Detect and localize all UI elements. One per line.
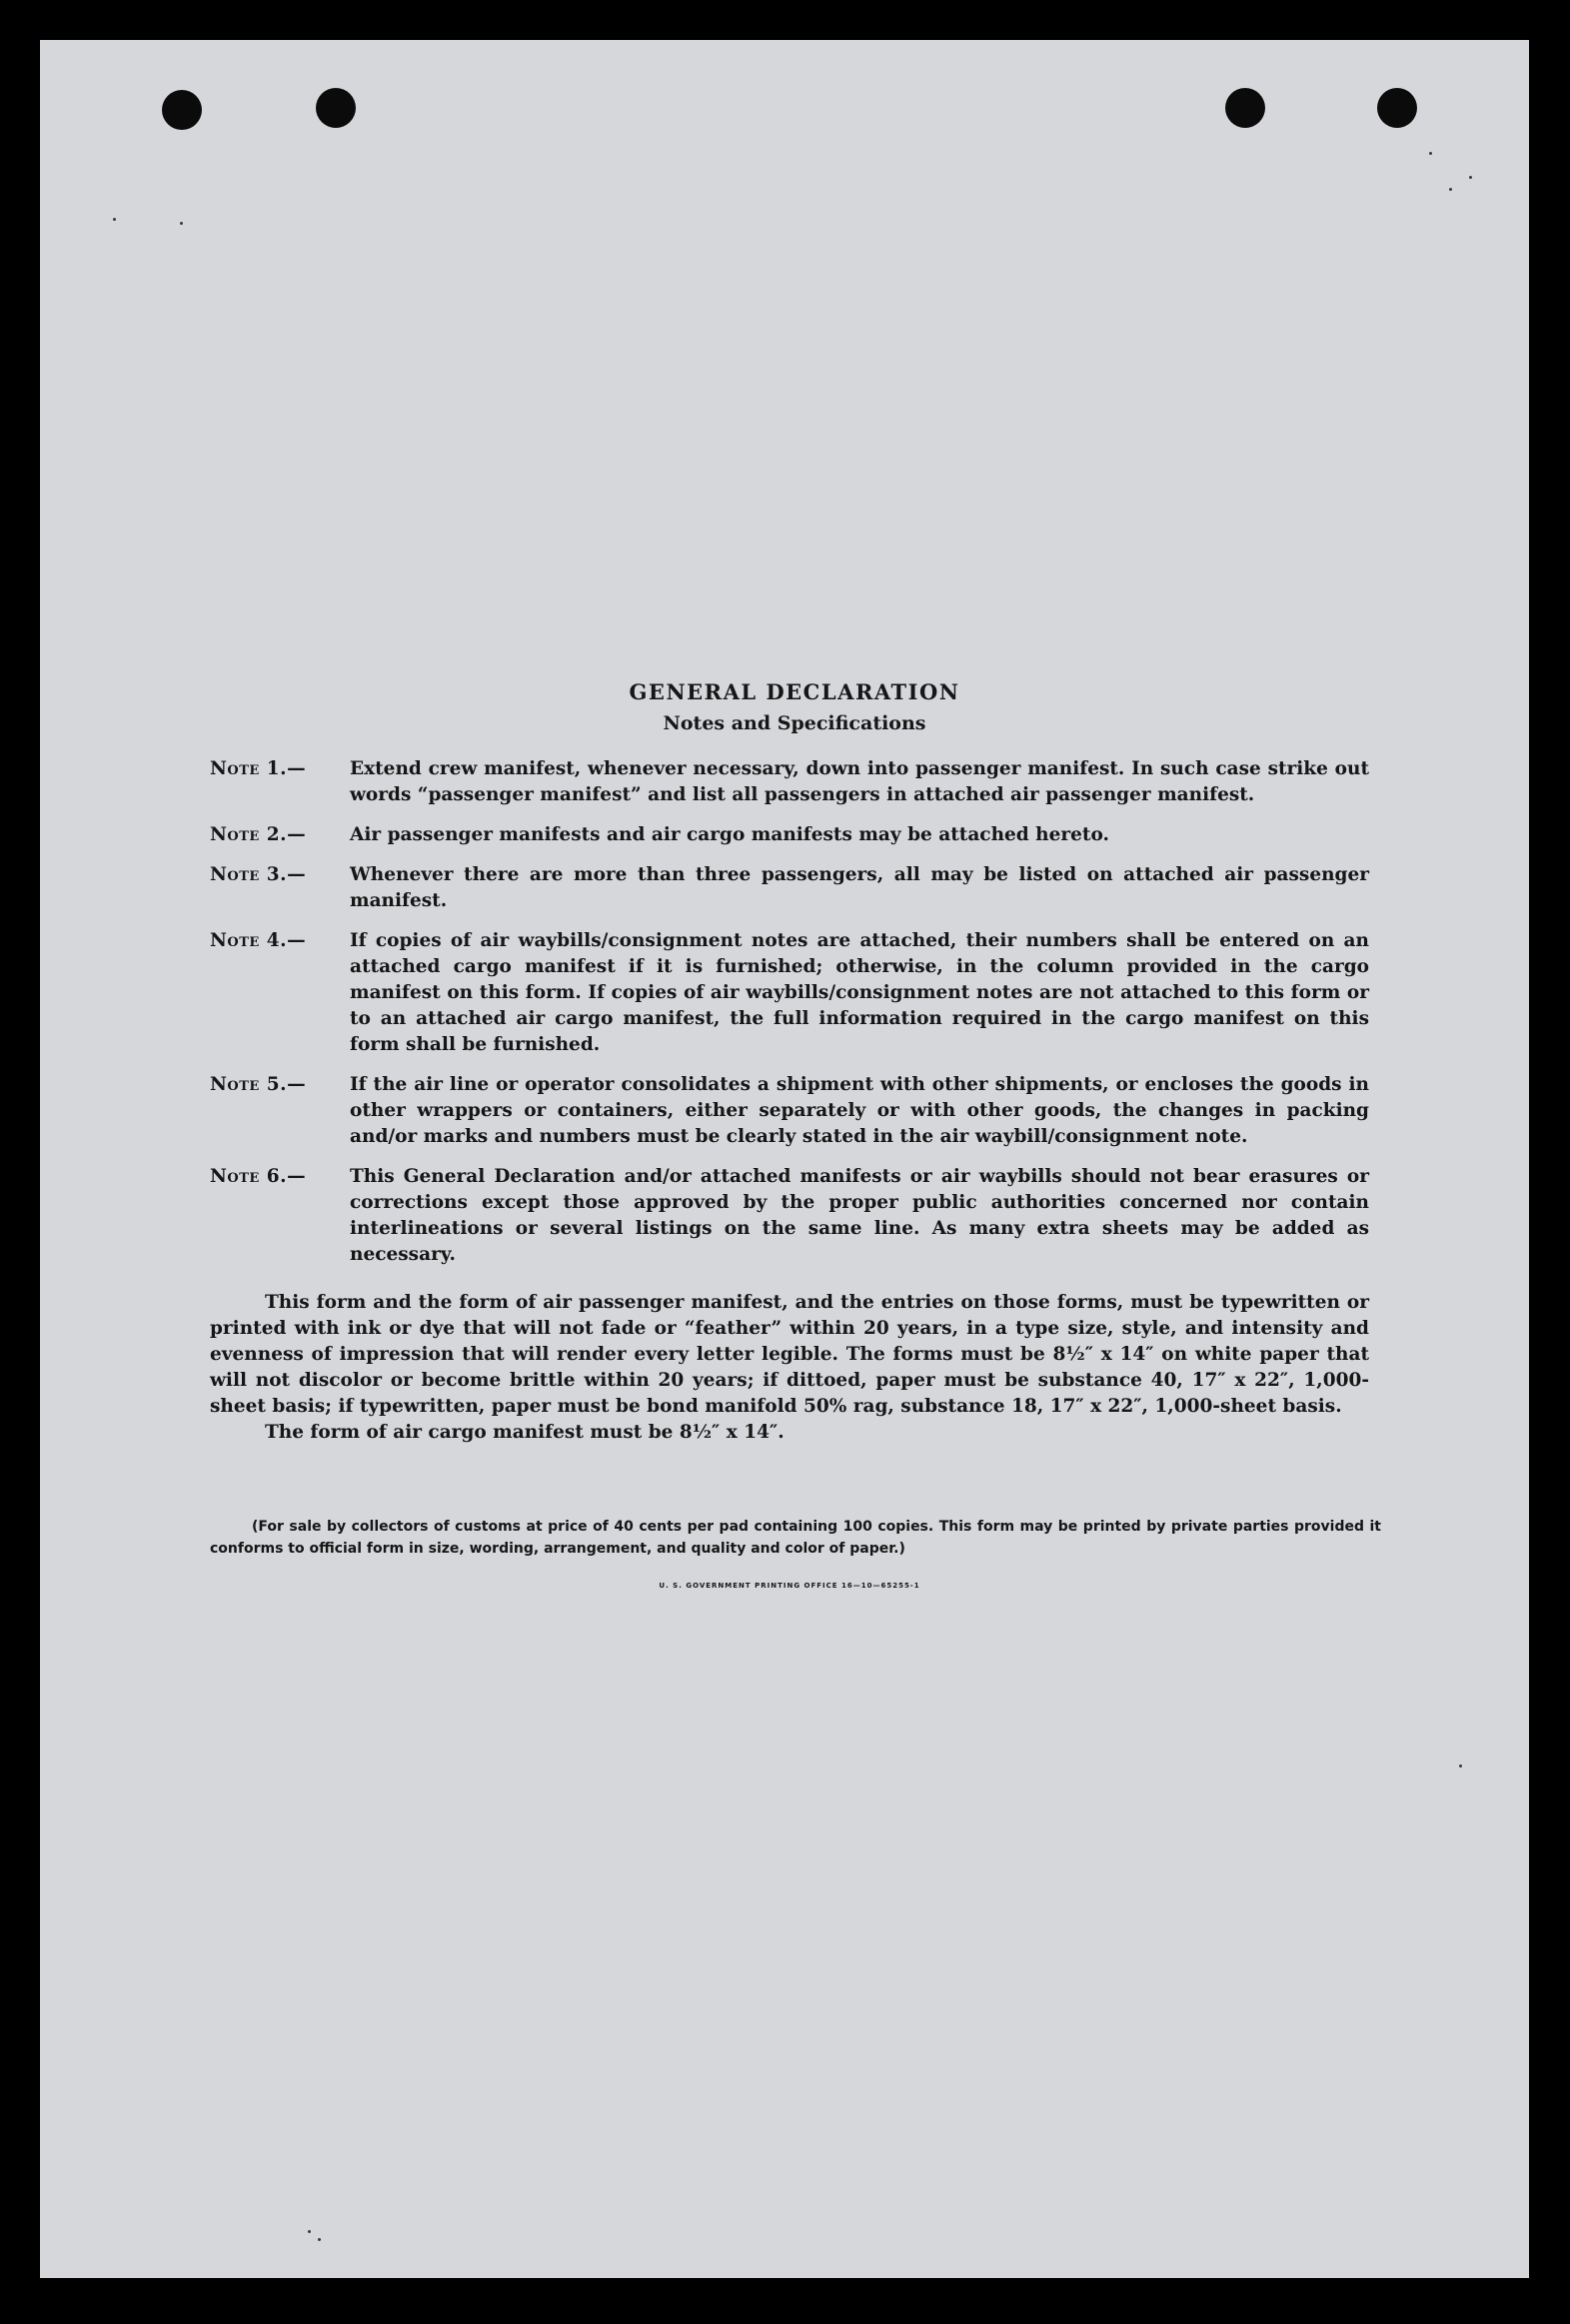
note-text: This General Declaration and/or attached manifests or air waybills should not bear erasures or corrections except those approved by the proper public authorities concerned nor contain interlineations or several listings on the same line. As many extra sheets may be added as necessary. xyxy=(350,1166,1369,1265)
note-1 xyxy=(210,756,1369,808)
scan-speck xyxy=(1469,176,1472,179)
document-subtitle: Notes and Specifications xyxy=(663,712,926,734)
note-label: Note 1.— xyxy=(210,758,307,779)
punch-hole-4 xyxy=(1377,88,1417,128)
note-text: Extend crew manifest, whenever necessary, down into passenger manifest. In such case strike out words “passenger manifest” and list all passengers in attached air passenger manifest. xyxy=(350,758,1369,805)
note-text: If copies of air waybills/consignment notes are attached, their numbers shall be entered on an attached cargo manifest if it is furnished; otherwise, in the column provided in the cargo manifest on this form. If copies of air waybills/consignment notes are not attached to this form or to an attached air cargo manifest, the full information required in the cargo manifest on this form shall be furnished. xyxy=(350,930,1369,1055)
note-label: Note 6.— xyxy=(210,1166,307,1187)
punch-hole-1 xyxy=(162,90,202,130)
note-3 xyxy=(210,862,1369,914)
note-5 xyxy=(210,1072,1369,1150)
scan-speck xyxy=(1459,1764,1462,1767)
punch-hole-2 xyxy=(316,88,356,128)
declaration-text xyxy=(210,679,1409,1590)
note-text: Whenever there are more than three passengers, all may be listed on attached air passenger manifest. xyxy=(350,864,1369,911)
scan-speck xyxy=(180,222,183,225)
note-text: Air passenger manifests and air cargo manifests may be attached hereto. xyxy=(350,824,1109,845)
printing-office-imprint: U. S. GOVERNMENT PRINTING OFFICE 16—10—65255-1 xyxy=(659,1582,920,1590)
note-6 xyxy=(210,1164,1369,1268)
document-page xyxy=(40,40,1529,2278)
note-label: Note 3.— xyxy=(210,864,307,885)
scan-speck xyxy=(318,2238,321,2241)
scan-speck xyxy=(1449,188,1452,191)
note-4 xyxy=(210,928,1369,1058)
specification-paragraph: This form and the form of air passenger manifest, and the entries on those forms, must be typewritten or printed with ink or dye that will not fade or “feather” within 20 years, in a type size, style, and intensity and evenness of impression that will render every letter legible. The forms must be 8½″ x 14″ on white paper that will not discolor or become brittle within 20 years; if dittoed, paper must be substance 40, 17″ x 22″, 1,000-sheet basis; if typewritten, paper must be bond manifold 50% rag, substance 18, 17″ x 22″, 1,000-sheet basis. xyxy=(210,1292,1369,1417)
note-label: Note 4.— xyxy=(210,930,307,951)
punch-hole-3 xyxy=(1225,88,1265,128)
sale-footnote: (For sale by collectors of customs at price of 40 cents per pad containing 100 copies. This form may be printed by private parties provided it conforms to official form in size, wording, arrangement, and quality and color of paper.) xyxy=(210,1519,1381,1557)
note-label: Note 5.— xyxy=(210,1074,307,1095)
document-title: GENERAL DECLARATION xyxy=(629,679,960,704)
scan-speck xyxy=(113,218,116,221)
scan-speck xyxy=(308,2230,311,2233)
note-2 xyxy=(210,822,1369,848)
cargo-manifest-size-paragraph: The form of air cargo manifest must be 8½″ x 14″. xyxy=(265,1422,785,1443)
scan-speck xyxy=(1429,152,1432,155)
note-label: Note 2.— xyxy=(210,824,307,845)
note-text: If the air line or operator consolidates a shipment with other shipments, or encloses the goods in other wrappers or containers, either separately or with other goods, the changes in packing and/or marks and numbers must be clearly stated in the air waybill/consignment note. xyxy=(350,1074,1369,1147)
